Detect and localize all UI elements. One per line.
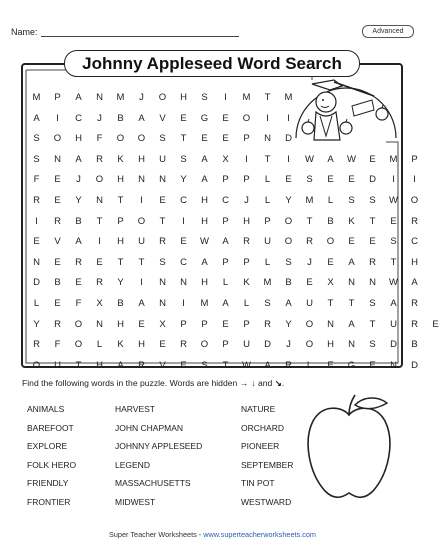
grid-letter: T: [390, 256, 397, 268]
grid-letter: O: [200, 339, 209, 351]
grid-letter: E: [54, 174, 61, 186]
grid-letter: I: [140, 277, 143, 289]
grid-letter: W: [347, 153, 356, 165]
grid-letter: Y: [75, 194, 82, 206]
grid-letter: U: [54, 359, 61, 371]
grid-letter: E: [222, 318, 229, 330]
grid-letter: O: [242, 112, 251, 124]
grid-letter: N: [327, 318, 334, 330]
grid-letter: S: [369, 297, 376, 309]
grid-letter: R: [159, 236, 166, 248]
grid-letter: F: [75, 297, 82, 309]
grid-letter: O: [158, 92, 167, 103]
grid-letter: Y: [285, 318, 292, 330]
grid-letter: B: [327, 215, 334, 227]
grid-letter: H: [243, 215, 250, 227]
grid-letter: S: [369, 194, 376, 206]
grid-letter: I: [56, 112, 59, 124]
apple-outline-icon: [303, 393, 395, 503]
grid-letter: L: [243, 297, 250, 309]
grid-letter: A: [75, 92, 82, 103]
grid-letter: M: [200, 297, 209, 309]
grid-letter: N: [180, 277, 187, 289]
grid-letter: R: [96, 153, 103, 165]
grid-letter: S: [264, 297, 271, 309]
grid-letter: L: [264, 194, 271, 206]
grid-letter: U: [264, 236, 271, 248]
grid-letter: X: [159, 318, 166, 330]
grid-letter: T: [159, 215, 166, 227]
grid-letter: L: [306, 359, 313, 371]
grid-letter: J: [76, 174, 81, 186]
grid-letter: N: [96, 318, 103, 330]
grid-letter: S: [390, 236, 397, 248]
word-list-item: WESTWARD: [241, 496, 292, 507]
grid-letter: P: [222, 215, 229, 227]
grid-letter: K: [117, 153, 124, 165]
grid-letter: L: [264, 256, 271, 268]
grid-letter: A: [201, 174, 208, 186]
grid-letter: T: [327, 297, 334, 309]
grid-letter: T: [369, 215, 376, 227]
grid-letter: E: [54, 297, 61, 309]
word-list-item: TIN POT: [241, 478, 275, 488]
grid-letter: I: [98, 236, 101, 248]
grid-letter: N: [348, 339, 355, 351]
grid-letter: O: [410, 194, 419, 206]
grid-letter: K: [117, 339, 124, 351]
grid-letter: P: [243, 318, 250, 330]
grid-letter: M: [389, 153, 398, 165]
grid-letter: P: [264, 215, 271, 227]
word-list-item: JOHNNY APPLESEED: [115, 441, 203, 451]
grid-letter: D: [411, 359, 418, 371]
grid-letter: I: [287, 112, 290, 124]
grid-letter: U: [138, 236, 145, 248]
grid-letter: A: [138, 297, 145, 309]
grid-letter: R: [306, 236, 313, 248]
grid-letter: E: [432, 318, 439, 330]
grid-letter: W: [200, 236, 209, 248]
grid-letter: E: [369, 153, 376, 165]
grid-letter: S: [159, 256, 166, 268]
name-label: Name:: [11, 27, 38, 37]
grid-letter: A: [201, 256, 208, 268]
grid-letter: J: [286, 339, 291, 351]
grid-letter: L: [327, 194, 334, 206]
grid-row: [26, 356, 446, 377]
grid-letter: U: [243, 339, 250, 351]
grid-letter: N: [54, 153, 61, 165]
grid-letter: U: [390, 318, 397, 330]
grid-letter: S: [180, 153, 187, 165]
grid-letter: T: [264, 92, 271, 103]
grid-letter: A: [117, 359, 124, 371]
grid-letter: P: [243, 174, 250, 186]
grid-letter: I: [245, 153, 248, 165]
instructions-period: .: [281, 378, 285, 388]
grid-letter: P: [117, 215, 124, 227]
word-list-item: LEGEND: [115, 459, 150, 470]
grid-letter: A: [327, 153, 334, 165]
johnny-appleseed-illustration: [290, 76, 402, 146]
grid-letter: U: [159, 153, 166, 165]
grid-row: [26, 212, 446, 233]
grid-letter: H: [96, 359, 103, 371]
grid-letter: R: [285, 359, 292, 371]
grid-letter: X: [327, 277, 334, 289]
grid-letter: T: [138, 256, 145, 268]
grid-letter: E: [222, 133, 229, 145]
grid-letter: D: [33, 277, 40, 289]
grid-letter: D: [264, 339, 271, 351]
word-list-item: SEPTEMBER: [241, 459, 294, 470]
grid-letter: K: [348, 215, 355, 227]
grid-letter: C: [411, 236, 418, 248]
grid-letter: H: [411, 256, 418, 268]
grid-letter: B: [117, 112, 124, 124]
instructions-text: Find the following words in the puzzle. Words are hidden: [22, 378, 238, 388]
grid-letter: N: [348, 277, 355, 289]
grid-letter: O: [95, 174, 104, 186]
word-list-item: PIONEER: [241, 441, 280, 451]
grid-letter: P: [411, 153, 418, 165]
grid-letter: I: [182, 215, 185, 227]
grid-letter: E: [285, 174, 292, 186]
grid-letter: S: [369, 339, 376, 351]
direction-diagonal-icon: ↘: [274, 378, 282, 388]
grid-letter: E: [369, 359, 376, 371]
grid-letter: O: [74, 339, 83, 351]
instructions-and: and: [257, 378, 273, 388]
grid-letter: N: [96, 92, 103, 103]
grid-letter: H: [75, 133, 82, 145]
grid-letter: N: [264, 133, 271, 145]
grid-letter: I: [392, 174, 395, 186]
grid-letter: U: [306, 297, 313, 309]
grid-letter: P: [54, 92, 61, 103]
grid-letter: A: [222, 297, 229, 309]
footer-separator: -: [196, 530, 204, 539]
grid-letter: E: [33, 236, 40, 248]
grid-letter: C: [75, 112, 82, 124]
grid-letter: S: [348, 194, 355, 206]
grid-letter: I: [287, 153, 290, 165]
grid-row: [26, 273, 446, 294]
grid-letter: H: [201, 277, 208, 289]
grid-letter: N: [159, 174, 166, 186]
grid-letter: I: [140, 194, 143, 206]
grid-letter: N: [159, 297, 166, 309]
grid-letter: I: [413, 174, 416, 186]
grid-row: [26, 150, 446, 171]
grid-letter: X: [222, 153, 229, 165]
grid-letter: N: [96, 194, 103, 206]
instructions: [22, 378, 284, 389]
grid-letter: I: [35, 215, 38, 227]
word-list-item: NATURE: [241, 404, 276, 414]
grid-letter: M: [242, 92, 251, 103]
grid-letter: Y: [180, 174, 187, 186]
grid-letter: C: [180, 194, 187, 206]
grid-letter: H: [117, 318, 124, 330]
grid-letter: N: [369, 277, 376, 289]
grid-row: [26, 232, 446, 253]
grid-letter: L: [264, 174, 271, 186]
grid-letter: T: [117, 194, 124, 206]
grid-letter: E: [159, 339, 166, 351]
grid-letter: T: [264, 153, 271, 165]
grid-letter: D: [390, 339, 397, 351]
grid-letter: O: [53, 133, 62, 145]
grid-letter: P: [243, 133, 250, 145]
word-list-item: FOLK HERO: [27, 459, 77, 470]
grid-letter: O: [74, 318, 83, 330]
grid-letter: J: [97, 112, 102, 124]
grid-letter: G: [200, 112, 209, 124]
grid-letter: T: [369, 318, 376, 330]
grid-letter: T: [348, 297, 355, 309]
title-banner: Johnny Appleseed Word Search: [64, 50, 360, 77]
word-list-item: ANIMALS: [27, 404, 65, 414]
grid-letter: O: [137, 133, 146, 145]
footer-brand: Super Teacher Worksheets: [109, 530, 197, 539]
grid-letter: H: [180, 92, 187, 103]
grid-letter: A: [285, 297, 292, 309]
grid-letter: E: [327, 174, 334, 186]
grid-letter: O: [116, 133, 125, 145]
grid-letter: O: [305, 318, 314, 330]
grid-letter: P: [243, 256, 250, 268]
grid-letter: O: [137, 215, 146, 227]
grid-row: [26, 335, 446, 356]
grid-letter: L: [96, 339, 103, 351]
grid-letter: A: [75, 153, 82, 165]
grid-letter: S: [201, 92, 208, 103]
grid-letter: E: [54, 194, 61, 206]
grid-letter: C: [222, 194, 229, 206]
grid-letter: E: [390, 215, 397, 227]
grid-letter: O: [326, 236, 335, 248]
grid-letter: W: [242, 359, 251, 371]
grid-letter: J: [139, 92, 144, 103]
grid-letter: E: [348, 174, 355, 186]
grid-letter: E: [180, 112, 187, 124]
grid-letter: R: [243, 236, 250, 248]
grid-letter: T: [117, 256, 124, 268]
grid-letter: H: [117, 174, 124, 186]
grid-letter: G: [347, 359, 356, 371]
grid-row: [26, 191, 446, 212]
grid-letter: M: [32, 92, 41, 103]
grid-letter: R: [369, 256, 376, 268]
grid-letter: P: [222, 256, 229, 268]
grid-letter: V: [159, 112, 166, 124]
grid-letter: P: [201, 318, 208, 330]
grid-letter: M: [284, 92, 293, 103]
grid-letter: R: [96, 277, 103, 289]
grid-letter: F: [33, 174, 40, 186]
grid-letter: I: [224, 92, 227, 103]
grid-letter: O: [284, 215, 293, 227]
grid-letter: O: [32, 359, 41, 371]
grid-letter: A: [411, 277, 418, 289]
grid-letter: E: [369, 236, 376, 248]
word-list-item: JOHN CHAPMAN: [115, 422, 184, 433]
grid-letter: R: [33, 194, 40, 206]
grid-row: [26, 170, 446, 191]
grid-letter: R: [411, 215, 418, 227]
grid-letter: W: [305, 153, 314, 165]
grid-letter: A: [33, 112, 40, 124]
direction-right-icon: →: [239, 378, 249, 388]
grid-letter: F: [54, 339, 61, 351]
grid-letter: L: [33, 297, 40, 309]
grid-letter: D: [285, 133, 292, 145]
grid-letter: Y: [33, 318, 40, 330]
grid-letter: T: [96, 215, 103, 227]
grid-letter: N: [390, 359, 397, 371]
grid-letter: A: [348, 318, 355, 330]
grid-letter: R: [180, 339, 187, 351]
grid-letter: A: [201, 153, 208, 165]
grid-row: [26, 315, 446, 336]
grid-letter: E: [75, 277, 82, 289]
grid-letter: R: [75, 256, 82, 268]
grid-letter: S: [33, 133, 40, 145]
grid-letter: J: [244, 194, 249, 206]
grid-letter: X: [96, 297, 103, 309]
grid-letter: I: [182, 297, 185, 309]
grid-letter: E: [201, 133, 208, 145]
grid-row: [26, 294, 446, 315]
grid-letter: B: [117, 297, 124, 309]
grid-letter: P: [222, 174, 229, 186]
grid-letter: S: [201, 359, 208, 371]
grid-letter: Y: [285, 194, 292, 206]
grid-letter: P: [180, 318, 187, 330]
grid-letter: Y: [117, 277, 124, 289]
grid-letter: O: [305, 339, 314, 351]
footer-url[interactable]: www.superteacherworksheets.com: [203, 530, 316, 539]
grid-letter: L: [222, 277, 229, 289]
grid-letter: E: [327, 359, 334, 371]
grid-letter: H: [138, 339, 145, 351]
grid-letter: K: [243, 277, 250, 289]
grid-letter: H: [117, 236, 124, 248]
grid-letter: E: [327, 256, 334, 268]
word-list-item: ORCHARD: [241, 422, 284, 433]
word-list-item: BAREFOOT: [27, 422, 74, 433]
grid-letter: S: [285, 256, 292, 268]
grid-letter: B: [54, 277, 61, 289]
grid-letter: R: [138, 359, 145, 371]
grid-letter: H: [327, 339, 334, 351]
grid-letter: R: [54, 215, 61, 227]
grid-letter: T: [306, 215, 313, 227]
grid-letter: R: [411, 318, 418, 330]
grid-letter: H: [201, 215, 208, 227]
grid-letter: M: [305, 194, 314, 206]
grid-letter: A: [348, 256, 355, 268]
word-list-item: MIDWEST: [115, 496, 156, 507]
grid-letter: N: [33, 256, 40, 268]
word-list-item: EXPLORE: [27, 441, 68, 451]
footer: [0, 530, 425, 539]
grid-letter: E: [180, 359, 187, 371]
grid-letter: B: [285, 277, 292, 289]
grid-letter: E: [54, 256, 61, 268]
grid-letter: R: [33, 339, 40, 351]
grid-letter: M: [263, 277, 272, 289]
grid-letter: R: [264, 318, 271, 330]
grid-letter: J: [307, 256, 312, 268]
grid-letter: D: [369, 174, 376, 186]
grid-letter: N: [138, 174, 145, 186]
grid-row: [26, 253, 446, 274]
grid-letter: W: [389, 194, 398, 206]
grid-letter: W: [389, 277, 398, 289]
grid-letter: P: [222, 339, 229, 351]
grid-letter: S: [159, 133, 166, 145]
grid-letter: E: [306, 277, 313, 289]
grid-letter: A: [222, 236, 229, 248]
grid-letter: T: [222, 359, 229, 371]
grid-letter: A: [138, 112, 145, 124]
direction-down-icon: ↓: [251, 378, 256, 388]
word-list-item: HARVEST: [115, 404, 155, 414]
grid-letter: F: [96, 133, 103, 145]
grid-letter: H: [138, 153, 145, 165]
grid-letter: O: [284, 236, 293, 248]
grid-letter: R: [411, 297, 418, 309]
grid-letter: N: [159, 277, 166, 289]
grid-letter: E: [159, 194, 166, 206]
grid-letter: H: [201, 194, 208, 206]
grid-letter: V: [54, 236, 61, 248]
grid-letter: A: [75, 236, 82, 248]
grid-letter: M: [116, 92, 125, 103]
word-list-item: FRIENDLY: [27, 478, 69, 488]
grid-letter: A: [264, 359, 271, 371]
grid-letter: V: [159, 359, 166, 371]
grid-letter: R: [54, 318, 61, 330]
grid-letter: T: [75, 359, 82, 371]
grid-letter: S: [33, 153, 40, 165]
grid-letter: E: [222, 112, 229, 124]
grid-letter: E: [138, 318, 145, 330]
grid-letter: A: [390, 297, 397, 309]
grid-letter: B: [411, 339, 418, 351]
grid-letter: C: [180, 256, 187, 268]
grid-letter: T: [180, 133, 187, 145]
grid-letter: I: [266, 112, 269, 124]
grid-letter: E: [348, 236, 355, 248]
level-badge: Advanced: [362, 25, 414, 38]
grid-letter: E: [180, 236, 187, 248]
grid-letter: S: [306, 174, 313, 186]
word-list-item: FRONTIER: [27, 496, 71, 507]
grid-letter: E: [96, 256, 103, 268]
word-list-item: MASSACHUSETTS: [115, 478, 191, 488]
grid-letter: B: [75, 215, 82, 227]
